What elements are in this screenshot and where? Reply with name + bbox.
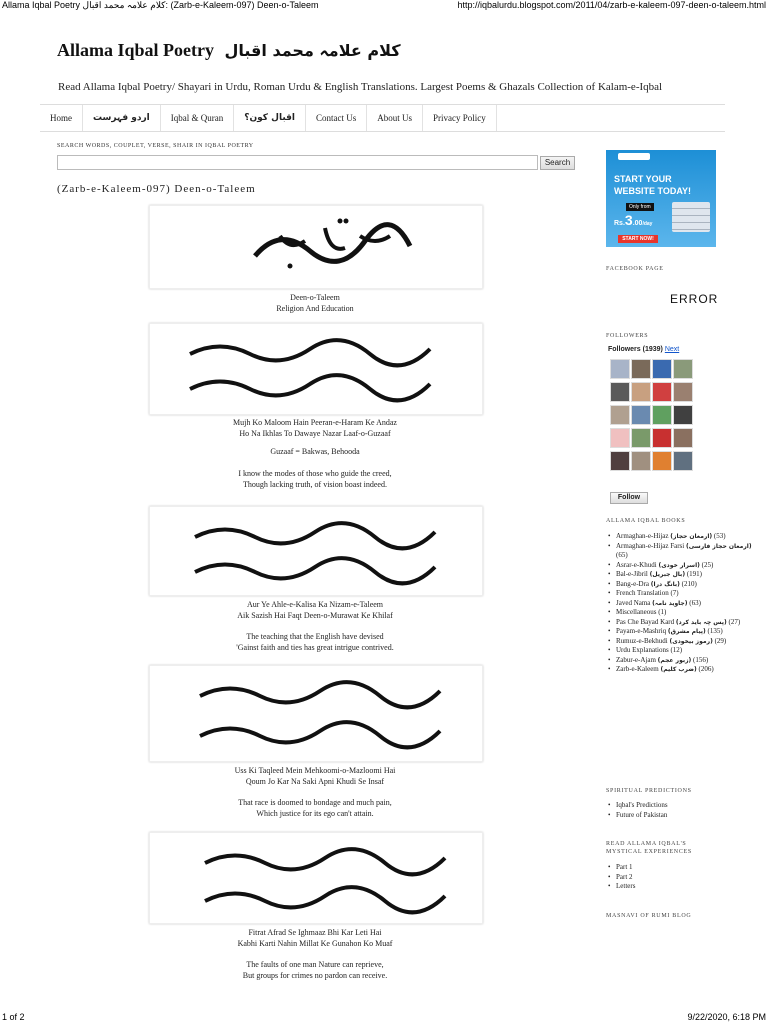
book-name: Pas Che Bayad Kard bbox=[616, 617, 675, 626]
verse-4-english-line-1: The faults of one man Nature can reprieve, bbox=[246, 960, 384, 969]
book-count: (29) bbox=[714, 636, 727, 645]
link-iqbals-predictions[interactable]: • Iqbal's Predictions bbox=[608, 801, 758, 811]
follow-button[interactable]: Follow bbox=[610, 492, 648, 504]
books-heading: ALLAMA IQBAL BOOKS bbox=[606, 518, 686, 524]
ad-headline-2: WEBSITE TODAY! bbox=[614, 186, 692, 196]
ad-headline-1: START YOUR bbox=[614, 174, 672, 184]
book-name: Zarb-e-Kaleem bbox=[616, 665, 659, 673]
avatar[interactable] bbox=[673, 451, 693, 471]
facebook-heading: FACEBOOK PAGE bbox=[606, 266, 664, 272]
print-header bbox=[0, 0, 768, 12]
link-part-2[interactable]: • Part 2 bbox=[608, 873, 758, 883]
verse-1-calligraphy-image bbox=[149, 323, 483, 415]
ad-from-label: Only from bbox=[626, 203, 654, 211]
book-count: (7) bbox=[670, 589, 679, 597]
book-link[interactable] bbox=[608, 599, 758, 609]
books-list bbox=[608, 532, 758, 675]
followers-heading: FOLLOWERS bbox=[606, 333, 649, 339]
verse-2-english-line-2: 'Gainst faith and ties has great intrigue contrived. bbox=[236, 643, 394, 652]
nav-contact-us[interactable]: Contact Us bbox=[306, 105, 367, 131]
title-caption-english: Religion And Education bbox=[276, 304, 354, 313]
ad-currency: Rs. bbox=[614, 220, 625, 227]
book-link[interactable] bbox=[608, 646, 758, 656]
facebook-error-text: ERROR bbox=[670, 292, 719, 306]
book-count: (191) bbox=[686, 570, 702, 578]
verse-3-english-line-1: That race is doomed to bondage and much pain, bbox=[238, 798, 392, 807]
verse-2-english-line-1: The teaching that the English have devised bbox=[246, 632, 384, 641]
post-title[interactable]: (Zarb-e-Kaleem-097) Deen-o-Taleem bbox=[57, 183, 256, 195]
followers-count-text: Followers (1939) bbox=[608, 346, 663, 353]
print-date: 9/22/2020, 6:18 PM bbox=[687, 1012, 766, 1022]
book-name-urdu: (بال جبریل) bbox=[649, 571, 686, 578]
book-link[interactable] bbox=[608, 542, 758, 561]
ad-price bbox=[614, 212, 652, 228]
book-name-urdu: (ارمغان حجاز) bbox=[670, 533, 713, 540]
verse-1-roman-line-1: Mujh Ko Maloom Hain Peeran-e-Haram Ke Andaz bbox=[233, 418, 397, 427]
book-link[interactable] bbox=[608, 627, 758, 637]
avatar[interactable] bbox=[631, 359, 651, 379]
search-button[interactable]: Search bbox=[540, 156, 575, 170]
avatar[interactable] bbox=[652, 382, 672, 402]
site-title-urdu: کلام علامہ محمد اقبال bbox=[224, 41, 401, 60]
verse-1-strokes bbox=[150, 324, 482, 414]
book-count: (156) bbox=[693, 655, 709, 664]
link-future-of-pakistan[interactable]: • Future of Pakistan bbox=[608, 811, 758, 821]
nav-iqbal-quran[interactable]: Iqbal & Quran bbox=[161, 105, 234, 131]
followers-next-link[interactable]: Next bbox=[664, 346, 680, 353]
book-link[interactable] bbox=[608, 561, 758, 571]
avatar[interactable] bbox=[610, 382, 630, 402]
avatar[interactable] bbox=[652, 451, 672, 471]
book-name: Asrar-e-Khudi bbox=[616, 560, 657, 569]
avatar[interactable] bbox=[673, 405, 693, 425]
verse-3-strokes bbox=[150, 666, 482, 761]
ad-price-per: /day bbox=[642, 221, 653, 227]
nav-home[interactable]: Home bbox=[40, 105, 83, 131]
book-name: Miscellaneous bbox=[616, 608, 657, 616]
verse-4-roman-line-2: Kabhi Karti Nahin Millat Ke Gunahon Ko Muaf bbox=[237, 939, 393, 948]
book-name-urdu: (بانگ درا) bbox=[650, 580, 680, 588]
book-name: Armaghan-e-Hijaz bbox=[616, 532, 669, 540]
ad-price-value: 3 bbox=[624, 212, 633, 228]
book-name: French Translation bbox=[616, 589, 669, 597]
hosting-ad-banner[interactable] bbox=[606, 150, 716, 247]
avatar[interactable] bbox=[673, 428, 693, 448]
verse-2-calligraphy-image bbox=[149, 506, 483, 596]
avatar[interactable] bbox=[631, 428, 651, 448]
top-navigation bbox=[40, 104, 725, 132]
book-name-urdu: (ارمغان حجاز فارسی) bbox=[685, 542, 752, 550]
avatar[interactable] bbox=[652, 405, 672, 425]
book-name: Armaghan-e-Hijaz Farsi bbox=[616, 541, 685, 550]
book-name: Bang-e-Dra bbox=[616, 579, 650, 588]
book-name: Javed Nama bbox=[616, 598, 651, 607]
print-url: http://iqbalurdu.blogspot.com/2011/04/zarb-e-kaleem-097-deen-o-taleem.html bbox=[457, 0, 766, 10]
spiritual-list bbox=[608, 801, 758, 820]
book-name-urdu: (پس چہ باید کرد) bbox=[675, 618, 727, 626]
verse-3-roman-line-2: Qoum Jo Kar Na Saki Apni Khudi Se Insaf bbox=[245, 777, 385, 786]
verse-1-note: Guzaaf = Bakwas, Behooda bbox=[270, 447, 360, 456]
verse-1-english-line-2: Though lacking truth, of vision boast indeed. bbox=[243, 480, 387, 489]
link-letters[interactable]: • Letters bbox=[608, 882, 758, 892]
book-name-urdu: (زبور عجم) bbox=[657, 656, 692, 664]
ad-logo bbox=[618, 153, 650, 160]
verse-1-caption bbox=[40, 417, 590, 490]
book-count: (12) bbox=[670, 646, 683, 654]
search-heading: SEARCH WORDS, COUPLET, VERSE, SHAIR IN IQBAL POETRY bbox=[57, 143, 254, 149]
avatar[interactable] bbox=[652, 359, 672, 379]
book-count: (1) bbox=[658, 608, 667, 616]
masnavi-heading: MASNAVI OF RUMI BLOG bbox=[606, 913, 692, 919]
title-caption bbox=[40, 292, 590, 314]
site-tagline: Read Allama Iqbal Poetry/ Shayari in Urdu, Roman Urdu & English Translations. Largest Poems & Ghazals Collection of Kalam-e-Iqbal bbox=[58, 81, 663, 93]
verse-4-strokes bbox=[150, 833, 482, 923]
book-count: (65) bbox=[616, 551, 628, 559]
book-name: Bal-e-Jibril bbox=[616, 570, 648, 578]
link-part-1[interactable]: • Part 1 bbox=[608, 863, 758, 873]
calligraphy-strokes bbox=[150, 206, 482, 288]
book-link[interactable] bbox=[608, 589, 758, 599]
verse-2-strokes bbox=[150, 507, 482, 595]
site-title[interactable] bbox=[57, 40, 401, 61]
nav-privacy-policy[interactable]: Privacy Policy bbox=[423, 105, 497, 131]
book-name-urdu: (اسرار خودی) bbox=[658, 561, 700, 569]
avatar[interactable] bbox=[631, 405, 651, 425]
verse-3-caption bbox=[40, 765, 590, 819]
book-link[interactable] bbox=[608, 580, 758, 590]
avatar[interactable] bbox=[610, 451, 630, 471]
verse-1-english-line-1: I know the modes of those who guide the creed, bbox=[238, 469, 392, 478]
print-page-number: 1 of 2 bbox=[2, 1012, 25, 1022]
book-name-urdu: (رموز بیخودی) bbox=[669, 637, 713, 645]
print-page-title: Allama Iqbal Poetry کلام علامہ محمد اقبال: (Zarb-e-Kaleem-097) Deen-o-Taleem bbox=[2, 0, 319, 10]
book-count: (25) bbox=[701, 560, 714, 569]
verse-3-roman-line-1: Uss Ki Taqleed Mein Mehkoomi-o-Mazloomi Hai bbox=[234, 766, 396, 775]
avatar[interactable] bbox=[610, 428, 630, 448]
verse-2-roman-line-2: Aik Sazish Hai Faqt Deen-o-Murawat Ke Khilaf bbox=[237, 611, 393, 620]
nav-who-is-iqbal[interactable]: اقبال کون؟ bbox=[234, 105, 306, 131]
nav-about-us[interactable]: About Us bbox=[367, 105, 423, 131]
server-icon bbox=[672, 202, 710, 232]
avatar[interactable] bbox=[673, 382, 693, 402]
book-count: (63) bbox=[689, 598, 701, 607]
ad-price-cents: .00 bbox=[632, 220, 643, 227]
book-link[interactable] bbox=[608, 532, 758, 542]
print-footer bbox=[0, 1012, 768, 1024]
book-link[interactable] bbox=[608, 618, 758, 628]
verse-4-caption bbox=[40, 927, 590, 981]
book-name: Payam-e-Mashriq bbox=[616, 627, 667, 635]
verse-3-english-line-2: Which justice for its ego can't attain. bbox=[256, 809, 374, 818]
verse-2-caption bbox=[40, 599, 590, 653]
title-caption-roman: Deen-o-Taleem bbox=[290, 293, 340, 302]
mystical-heading: READ ALLAMA IQBAL'S MYSTICAL EXPERIENCES bbox=[606, 841, 692, 855]
verse-4-english-line-2: But groups for crimes no pardon can receive. bbox=[242, 971, 388, 980]
book-count: (53) bbox=[713, 532, 726, 540]
verse-4-roman-line-1: Fitrat Afrad Se Ighmaaz Bhi Kar Leti Hai bbox=[248, 928, 382, 937]
book-count: (135) bbox=[707, 627, 723, 635]
verse-1-roman-line-2: Ho Na Ikhlas To Dawaye Nazar Laaf-o-Guzaaf bbox=[239, 429, 391, 438]
book-name-urdu: (جاوید نامہ) bbox=[652, 599, 688, 607]
verse-2-roman-line-1: Aur Ye Ahle-e-Kalisa Ka Nizam-e-Taleem bbox=[246, 600, 384, 609]
book-link[interactable] bbox=[608, 665, 758, 675]
book-count: (27) bbox=[728, 617, 741, 626]
title-calligraphy-image bbox=[149, 205, 483, 289]
book-link[interactable] bbox=[608, 570, 758, 580]
book-name: Zabur-e-Ajam bbox=[616, 655, 656, 664]
book-count: (210) bbox=[681, 579, 697, 588]
verse-3-calligraphy-image bbox=[149, 665, 483, 762]
book-name-urdu: (پیام مشرق) bbox=[667, 628, 706, 635]
avatar[interactable] bbox=[673, 359, 693, 379]
ad-start-button[interactable]: START NOW! bbox=[618, 235, 658, 243]
avatar[interactable] bbox=[610, 405, 630, 425]
avatar[interactable] bbox=[652, 428, 672, 448]
book-name: Rumuz-e-Bekhudi bbox=[616, 636, 668, 645]
spiritual-heading: SPIRITUAL PREDICTIONS bbox=[606, 788, 692, 794]
followers-widget bbox=[608, 346, 703, 506]
book-count: (206) bbox=[698, 665, 714, 673]
avatar[interactable] bbox=[610, 359, 630, 379]
verse-4-calligraphy-image bbox=[149, 832, 483, 924]
nav-urdu-index[interactable]: اردو فہرست bbox=[83, 105, 161, 131]
book-name: Urdu Explanations bbox=[616, 646, 669, 654]
book-link[interactable] bbox=[608, 656, 758, 666]
mystical-list bbox=[608, 863, 758, 892]
avatar[interactable] bbox=[631, 382, 651, 402]
book-name-urdu: (ضرب کلیم) bbox=[660, 666, 697, 673]
followers-count bbox=[608, 346, 703, 353]
search-input[interactable] bbox=[57, 155, 538, 170]
book-link[interactable] bbox=[608, 637, 758, 647]
book-link[interactable] bbox=[608, 608, 758, 618]
site-title-text: Allama Iqbal Poetry bbox=[57, 40, 214, 60]
follower-avatars bbox=[610, 359, 696, 471]
avatar[interactable] bbox=[631, 451, 651, 471]
